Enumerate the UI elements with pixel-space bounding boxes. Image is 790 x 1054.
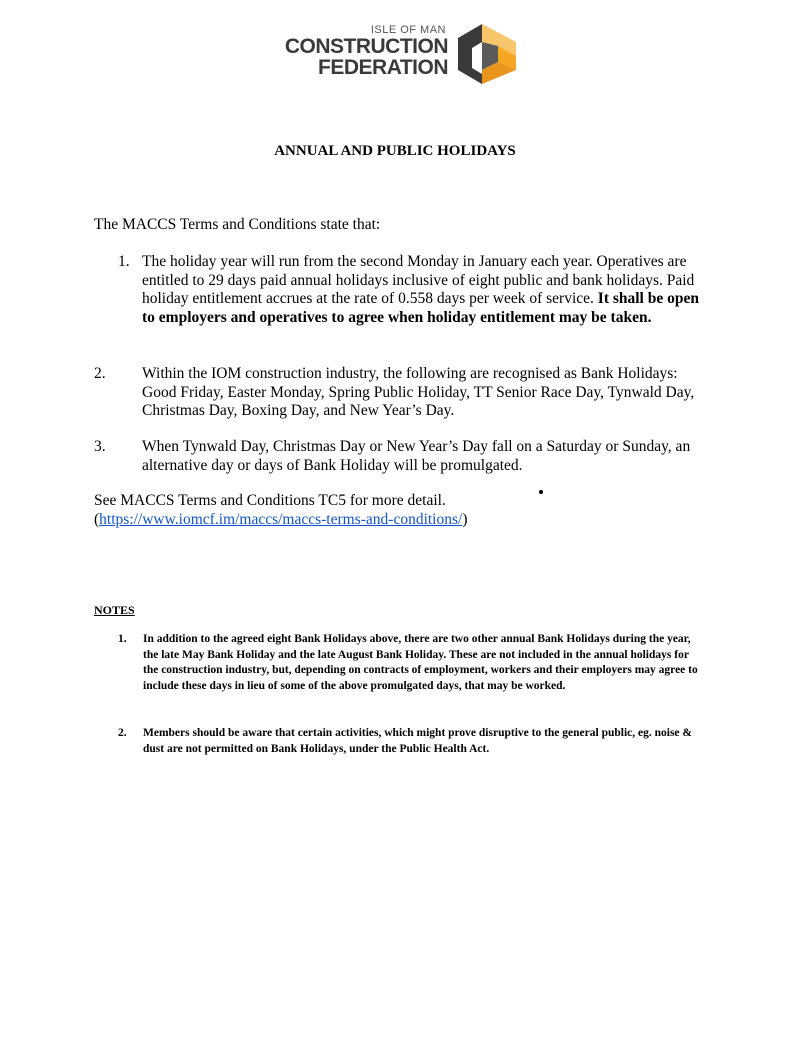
note-item	[118, 726, 698, 757]
note-text: In addition to the agreed eight Bank Holidays above, there are two other annual Bank Holidays during the year, the late May Bank Holiday and the late August Bank Holiday. These are not included in the annual holidays for the construction industry, but, depending on contracts of employment, workers and their employers may agree to include these days in lieu of some of the above promulgated days, that may be worked.	[143, 633, 698, 692]
paren-close: )	[462, 510, 468, 528]
note-number: 1.	[118, 633, 127, 645]
note-text: Members should be aware that certain activities, which might prove disruptive to the general public, eg. noise & dust are not permitted on Bank Holidays, under the Public Health Act.	[143, 727, 692, 755]
logo-subtitle: ISLE OF MAN	[370, 24, 446, 36]
item-bold-text: It shall be open to employers and operatives to agree when holiday entitlement may be taken.	[142, 290, 699, 326]
item-text: When Tynwald Day, Christmas Day or New Year’s Day fall on a Saturday or Sunday, an alternative day or days of Bank Holiday will be promulgated.	[142, 438, 691, 474]
logo-line2: FEDERATION	[318, 56, 448, 79]
list-item	[94, 365, 704, 421]
item-number: 3.	[94, 438, 106, 455]
item-number: 2.	[94, 365, 106, 382]
logo	[278, 22, 518, 86]
logo-mark-icon	[458, 24, 516, 84]
see-reference	[94, 492, 468, 529]
note-number: 2.	[118, 727, 127, 739]
see-text: See MACCS Terms and Conditions TC5 for more detail.	[94, 492, 446, 509]
notes-heading: NOTES	[94, 603, 135, 617]
item-number: 1.	[118, 253, 130, 270]
note-item	[118, 632, 698, 694]
logo-line1: CONSTRUCTION	[284, 35, 448, 58]
list-item	[94, 438, 704, 475]
item-text: The holiday year will run from the second Monday in January each year. Operatives are entitled to 29 days paid annual holidays inclusive of eight public and bank holidays. Paid holiday entitlement accrues at the rate of 0.558 days per week of service.	[142, 253, 695, 307]
maccs-terms-link[interactable]: https://www.iomcf.im/maccs/maccs-terms-and-conditions/	[99, 510, 463, 528]
item-text: Within the IOM construction industry, the following are recognised as Bank Holidays: Good Friday, Easter Monday, Spring Public Holiday, TT Senior Race Day, Tynwald Day, Christmas Day, Boxing Day, and New Year’s Day.	[142, 365, 695, 419]
stray-dot	[539, 490, 543, 494]
paren-open: (	[94, 510, 100, 528]
page-title: ANNUAL AND PUBLIC HOLIDAYS	[274, 143, 516, 159]
intro-text: The MACCS Terms and Conditions state that:	[94, 216, 381, 233]
list-item	[94, 253, 704, 327]
logo-text	[278, 22, 448, 78]
